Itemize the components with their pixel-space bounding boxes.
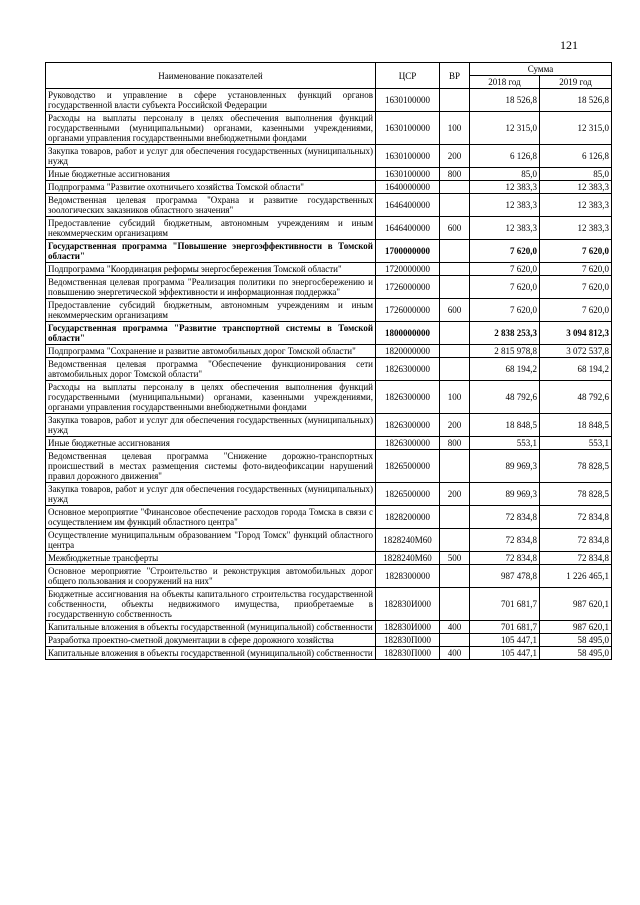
row-2018: 7 620,0 bbox=[470, 276, 540, 299]
row-name: Разработка проектно-сметной документации в сфере дорожного хозяйства bbox=[46, 634, 376, 647]
row-2019: 78 828,5 bbox=[540, 450, 612, 483]
row-csr: 1826300000 bbox=[376, 414, 440, 437]
row-vr: 200 bbox=[440, 145, 470, 168]
table-row bbox=[46, 217, 612, 240]
row-2018: 12 315,0 bbox=[470, 112, 540, 145]
row-csr: 1826300000 bbox=[376, 358, 440, 381]
row-2019: 987 620,1 bbox=[540, 588, 612, 621]
row-2018: 7 620,0 bbox=[470, 299, 540, 322]
row-csr: 1726000000 bbox=[376, 276, 440, 299]
table-row bbox=[46, 588, 612, 621]
table-row bbox=[46, 565, 612, 588]
row-csr: 1630100000 bbox=[376, 145, 440, 168]
row-2018: 68 194,2 bbox=[470, 358, 540, 381]
row-2019: 7 620,0 bbox=[540, 240, 612, 263]
row-name: Расходы на выплаты персоналу в целях обеспечения выполнения функций государственными (муниципальными) органами, казенными учреждениями, органами управления государственными внебюджетными фондами bbox=[46, 381, 376, 414]
row-2019: 6 126,8 bbox=[540, 145, 612, 168]
row-2018: 105 447,1 bbox=[470, 647, 540, 660]
row-vr: 400 bbox=[440, 621, 470, 634]
header-vr: ВР bbox=[440, 63, 470, 89]
row-2019: 78 828,5 bbox=[540, 483, 612, 506]
row-2019: 85,0 bbox=[540, 168, 612, 181]
row-csr: 1720000000 bbox=[376, 263, 440, 276]
row-2018: 48 792,6 bbox=[470, 381, 540, 414]
row-name: Ведомственная целевая программа "Реализация политики по энергосбережению и повышению энергетической эффективности и информационная поддержка" bbox=[46, 276, 376, 299]
page-number: 121 bbox=[560, 38, 578, 52]
row-csr: 1726000000 bbox=[376, 299, 440, 322]
header-2019: 2019 год bbox=[540, 76, 612, 89]
row-vr: 100 bbox=[440, 381, 470, 414]
row-2019: 72 834,8 bbox=[540, 506, 612, 529]
row-2018: 701 681,7 bbox=[470, 621, 540, 634]
row-csr: 182830И000 bbox=[376, 621, 440, 634]
row-csr: 1826500000 bbox=[376, 483, 440, 506]
header-csr: ЦСР bbox=[376, 63, 440, 89]
row-name: Иные бюджетные ассигнования bbox=[46, 168, 376, 181]
row-vr bbox=[440, 588, 470, 621]
row-2019: 12 315,0 bbox=[540, 112, 612, 145]
row-name: Подпрограмма "Сохранение и развитие автомобильных дорог Томской области" bbox=[46, 345, 376, 358]
row-2018: 18 526,8 bbox=[470, 89, 540, 112]
row-2019: 72 834,8 bbox=[540, 552, 612, 565]
row-2019: 7 620,0 bbox=[540, 276, 612, 299]
row-name: Подпрограмма "Развитие охотничьего хозяйства Томской области" bbox=[46, 181, 376, 194]
row-name: Закупка товаров, работ и услуг для обеспечения государственных (муниципальных) нужд bbox=[46, 414, 376, 437]
table-row bbox=[46, 552, 612, 565]
row-vr: 400 bbox=[440, 647, 470, 660]
table-row bbox=[46, 276, 612, 299]
row-csr: 1700000000 bbox=[376, 240, 440, 263]
row-vr: 200 bbox=[440, 483, 470, 506]
row-csr: 1826300000 bbox=[376, 381, 440, 414]
row-vr bbox=[440, 450, 470, 483]
row-vr: 800 bbox=[440, 168, 470, 181]
row-name: Ведомственная целевая программа "Обеспечение функционирования сети автомобильных дорог Томской области" bbox=[46, 358, 376, 381]
table-row bbox=[46, 483, 612, 506]
table-row bbox=[46, 168, 612, 181]
row-csr: 182830П000 bbox=[376, 634, 440, 647]
row-vr bbox=[440, 322, 470, 345]
row-csr: 1646400000 bbox=[376, 194, 440, 217]
row-2019: 3 094 812,3 bbox=[540, 322, 612, 345]
table-row bbox=[46, 414, 612, 437]
row-csr: 1630100000 bbox=[376, 89, 440, 112]
table-row bbox=[46, 621, 612, 634]
row-name: Основное мероприятие "Строительство и реконструкция автомобильных дорог общего пользования и сооружений на них" bbox=[46, 565, 376, 588]
row-2019: 12 383,3 bbox=[540, 217, 612, 240]
row-name: Бюджетные ассигнования на объекты капитального строительства государственной собственности, объекты недвижимого имущества, приобретаемые в государственную собственность bbox=[46, 588, 376, 621]
row-2019: 72 834,8 bbox=[540, 529, 612, 552]
row-2019: 553,1 bbox=[540, 437, 612, 450]
row-vr bbox=[440, 565, 470, 588]
row-name: Государственная программа "Повышение энергоэффективности в Томской области" bbox=[46, 240, 376, 263]
row-2018: 6 126,8 bbox=[470, 145, 540, 168]
row-2019: 987 620,1 bbox=[540, 621, 612, 634]
row-2019: 12 383,3 bbox=[540, 194, 612, 217]
header-2018: 2018 год bbox=[470, 76, 540, 89]
row-2019: 58 495,0 bbox=[540, 634, 612, 647]
row-vr bbox=[440, 634, 470, 647]
row-csr: 1826300000 bbox=[376, 437, 440, 450]
table-row bbox=[46, 194, 612, 217]
row-2018: 2 838 253,3 bbox=[470, 322, 540, 345]
row-name: Предоставление субсидий бюджетным, автономным учреждениям и иным некоммерческим организациям bbox=[46, 217, 376, 240]
table-row bbox=[46, 647, 612, 660]
table-row bbox=[46, 89, 612, 112]
row-name: Расходы на выплаты персоналу в целях обеспечения выполнения функций государственными (муниципальными) органами, казенными учреждениями, органами управления государственными внебюджетными фондами bbox=[46, 112, 376, 145]
row-vr: 600 bbox=[440, 299, 470, 322]
row-csr: 1646400000 bbox=[376, 217, 440, 240]
row-vr: 200 bbox=[440, 414, 470, 437]
table-row bbox=[46, 381, 612, 414]
row-2018: 701 681,7 bbox=[470, 588, 540, 621]
row-name: Иные бюджетные ассигнования bbox=[46, 437, 376, 450]
row-vr: 100 bbox=[440, 112, 470, 145]
table-row bbox=[46, 240, 612, 263]
row-2018: 89 969,3 bbox=[470, 450, 540, 483]
row-2018: 72 834,8 bbox=[470, 529, 540, 552]
table-row bbox=[46, 506, 612, 529]
table-row bbox=[46, 529, 612, 552]
row-2019: 18 526,8 bbox=[540, 89, 612, 112]
table-row bbox=[46, 634, 612, 647]
row-vr bbox=[440, 506, 470, 529]
row-name: Капитальные вложения в объекты государственной (муниципальной) собственности bbox=[46, 621, 376, 634]
table-row bbox=[46, 437, 612, 450]
row-csr: 1820000000 bbox=[376, 345, 440, 358]
row-2018: 553,1 bbox=[470, 437, 540, 450]
row-2018: 12 383,3 bbox=[470, 181, 540, 194]
row-name: Государственная программа "Развитие транспортной системы в Томской области" bbox=[46, 322, 376, 345]
row-2018: 7 620,0 bbox=[470, 240, 540, 263]
table-row bbox=[46, 345, 612, 358]
row-vr bbox=[440, 194, 470, 217]
row-csr: 1828240М60 bbox=[376, 529, 440, 552]
row-2019: 3 072 537,8 bbox=[540, 345, 612, 358]
table-body bbox=[46, 89, 612, 660]
row-vr bbox=[440, 276, 470, 299]
row-name: Осуществление муниципальным образованием "Город Томск" функций областного центра bbox=[46, 529, 376, 552]
header-name: Наименование показателей bbox=[46, 63, 376, 89]
row-2019: 7 620,0 bbox=[540, 263, 612, 276]
row-2019: 68 194,2 bbox=[540, 358, 612, 381]
row-csr: 1828200000 bbox=[376, 506, 440, 529]
row-csr: 1630100000 bbox=[376, 112, 440, 145]
table-row bbox=[46, 299, 612, 322]
header-sum: Сумма bbox=[470, 63, 612, 76]
row-2019: 48 792,6 bbox=[540, 381, 612, 414]
row-vr: 500 bbox=[440, 552, 470, 565]
row-2018: 85,0 bbox=[470, 168, 540, 181]
row-vr: 600 bbox=[440, 217, 470, 240]
row-2018: 2 815 978,8 bbox=[470, 345, 540, 358]
row-2018: 987 478,8 bbox=[470, 565, 540, 588]
row-csr: 1826500000 bbox=[376, 450, 440, 483]
row-2018: 18 848,5 bbox=[470, 414, 540, 437]
table-row bbox=[46, 181, 612, 194]
row-csr: 182830П000 bbox=[376, 647, 440, 660]
row-name: Капитальные вложения в объекты государственной (муниципальной) собственности bbox=[46, 647, 376, 660]
row-csr: 1828300000 bbox=[376, 565, 440, 588]
row-name: Ведомственная целевая программа "Снижение дорожно-транспортных происшествий в местах размещения системы фото-видеофиксации нарушений правил дорожного движения" bbox=[46, 450, 376, 483]
table-row bbox=[46, 112, 612, 145]
row-vr bbox=[440, 263, 470, 276]
row-2018: 7 620,0 bbox=[470, 263, 540, 276]
row-name: Подпрограмма "Координация реформы энергосбережения Томской области" bbox=[46, 263, 376, 276]
table-row bbox=[46, 145, 612, 168]
row-2019: 1 226 465,1 bbox=[540, 565, 612, 588]
table-row bbox=[46, 450, 612, 483]
budget-table bbox=[45, 62, 612, 660]
row-name: Межбюджетные трансферты bbox=[46, 552, 376, 565]
row-vr: 800 bbox=[440, 437, 470, 450]
row-vr bbox=[440, 240, 470, 263]
row-vr bbox=[440, 358, 470, 381]
row-vr bbox=[440, 89, 470, 112]
row-2018: 72 834,8 bbox=[470, 552, 540, 565]
row-name: Ведомственная целевая программа "Охрана и развитие государственных зоологических заказников областного значения" bbox=[46, 194, 376, 217]
row-vr bbox=[440, 345, 470, 358]
row-name: Предоставление субсидий бюджетным, автономным учреждениям и иным некоммерческим организациям bbox=[46, 299, 376, 322]
row-2019: 18 848,5 bbox=[540, 414, 612, 437]
table-row bbox=[46, 322, 612, 345]
row-csr: 1630100000 bbox=[376, 168, 440, 181]
row-name: Закупка товаров, работ и услуг для обеспечения государственных (муниципальных) нужд bbox=[46, 145, 376, 168]
row-name: Основное мероприятие "Финансовое обеспечение расходов города Томска в связи с осуществлением им функций областного центра" bbox=[46, 506, 376, 529]
row-2019: 12 383,3 bbox=[540, 181, 612, 194]
row-name: Закупка товаров, работ и услуг для обеспечения государственных (муниципальных) нужд bbox=[46, 483, 376, 506]
row-csr: 1828240М60 bbox=[376, 552, 440, 565]
row-2018: 72 834,8 bbox=[470, 506, 540, 529]
row-name: Руководство и управление в сфере установленных функций органов государственной власти субъекта Российской Федерации bbox=[46, 89, 376, 112]
row-csr: 1800000000 bbox=[376, 322, 440, 345]
row-2018: 105 447,1 bbox=[470, 634, 540, 647]
row-vr bbox=[440, 529, 470, 552]
row-2018: 12 383,3 bbox=[470, 217, 540, 240]
row-csr: 182830И000 bbox=[376, 588, 440, 621]
table-row bbox=[46, 263, 612, 276]
row-vr bbox=[440, 181, 470, 194]
table-row bbox=[46, 358, 612, 381]
row-csr: 1640000000 bbox=[376, 181, 440, 194]
row-2018: 12 383,3 bbox=[470, 194, 540, 217]
row-2019: 58 495,0 bbox=[540, 647, 612, 660]
row-2018: 89 969,3 bbox=[470, 483, 540, 506]
row-2019: 7 620,0 bbox=[540, 299, 612, 322]
header-row bbox=[46, 63, 612, 76]
